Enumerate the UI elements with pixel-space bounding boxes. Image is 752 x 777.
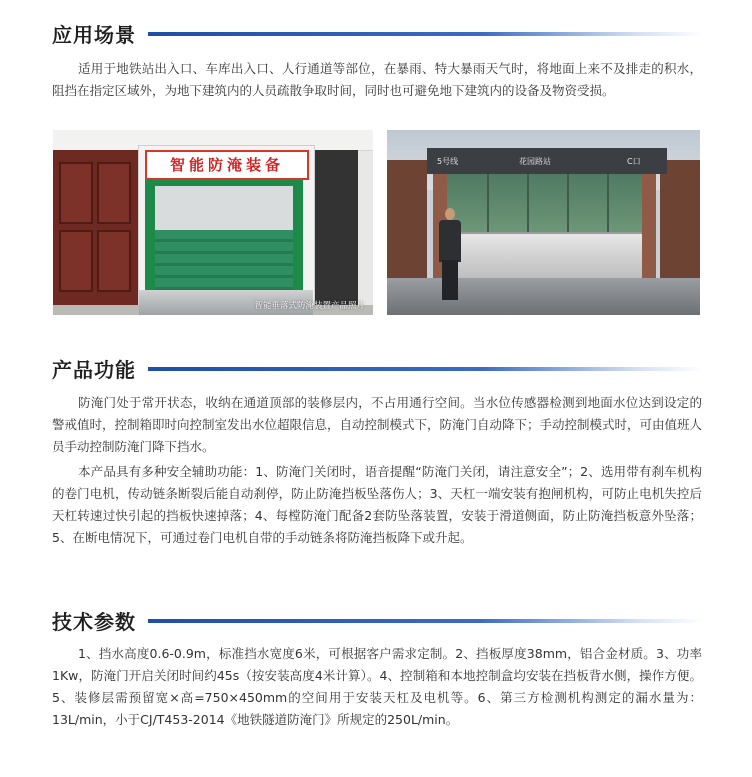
section-rule-application bbox=[148, 32, 703, 36]
section-title-function: 产品功能 bbox=[52, 358, 136, 382]
function-paragraph-2: 本产品具有多种安全辅助功能：1、防淹门关闭时，语音提醒“防淹门关闭，请注意安全”；2、选用带有刹车机构的卷门电机，传动链条断裂后能自动刹停，防止防淹挡板坠落伤人；3、天杠一端安装有抱闸机构，可防止电机失控后天杠转速过快引起的挡板快速掉落；4、每樘防淹门配备2套防坠落装置，安装于滑道侧面，防止防淹挡板意外坠落；5、在断电情况下，可通过卷门电机自带的手动链条将防淹挡板降下或升起。 bbox=[52, 464, 702, 545]
section-title-specs: 技术参数 bbox=[52, 610, 136, 634]
deployed-barrier bbox=[447, 232, 642, 280]
flood-barrier-slats bbox=[155, 230, 293, 290]
section-rule-specs bbox=[148, 619, 703, 623]
function-paragraph-1: 防淹门处于常开状态，收纳在通道顶部的装修层内，不占用通行空间。当水位传感器检测到地面水位达到设定的警戒值时，控制箱即时向控制室发出水位超限信息，自动控制模式下，防淹门自动降下；手动控制模式时，可由值班人员手动控制防淹门降下挡水。 bbox=[52, 395, 703, 454]
line-label: 5号线 bbox=[437, 157, 459, 166]
section-rule-function bbox=[148, 367, 703, 371]
entrance-label: C口 bbox=[627, 157, 641, 166]
wooden-door bbox=[53, 150, 138, 315]
application-paragraph: 适用于地铁站出入口、车库出入口、人行通道等部位，在暴雨、特大暴雨天气时，将地面上来不及排走的积水，阻挡在指定区域外，为地下建筑内的人员疏散争取时间，同时也可避免地下建筑内的设备及物资受损。 bbox=[52, 61, 702, 98]
person bbox=[445, 208, 455, 220]
device-sign: 智能防淹装备 bbox=[145, 150, 309, 180]
station-render bbox=[387, 130, 700, 315]
photo-caption: 智能垂落式防淹装置产品照片 bbox=[254, 301, 365, 311]
section-title-application: 应用场景 bbox=[52, 23, 136, 47]
station-canopy bbox=[427, 148, 667, 174]
product-photo bbox=[53, 130, 373, 315]
specs-paragraph: 1、挡水高度0.6-0.9m，标准挡水宽度6米，可根据客户需求定制。2、挡板厚度38mm，铝合金材质。3、功率1Kw，防淹门开启关闭时间约45s（按安装高度4米计算）。4、控制箱和本地控制盒均安装在挡板背水侧，操作方便。5、装修层需预留宽×高=750×450mm的空间用于安装天杠及电机等。6、第三方检测机构测定的漏水量为：13L/min，小于CJ/T453-2014《地铁隧道防淹门》所规定的250L/min。 bbox=[52, 646, 702, 727]
station-name: 花园路站 bbox=[519, 157, 551, 166]
dark-door bbox=[308, 150, 358, 315]
